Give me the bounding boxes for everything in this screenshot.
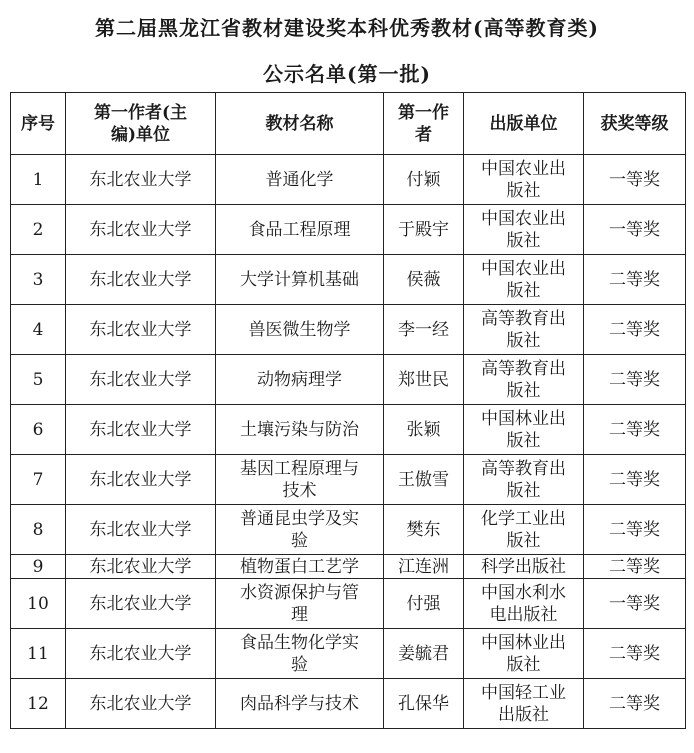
table-row [11, 305, 686, 355]
table-row [11, 155, 686, 205]
row-publisher: 高等教育出版社 [464, 455, 584, 505]
row-author: 郑世民 [384, 355, 464, 405]
row-no: 5 [11, 355, 66, 405]
row-author: 姜毓君 [384, 629, 464, 679]
row-author: 侯薇 [384, 255, 464, 305]
table-row [11, 355, 686, 405]
row-no: 4 [11, 305, 66, 355]
row-author: 李一经 [384, 305, 464, 355]
row-level: 二等奖 [584, 679, 686, 729]
header-level: 获奖等级 [584, 93, 686, 155]
row-level: 一等奖 [584, 579, 686, 629]
row-level: 二等奖 [584, 405, 686, 455]
row-publisher: 中国轻工业出版社 [464, 679, 584, 729]
row-author: 付强 [384, 579, 464, 629]
row-author: 付颖 [384, 155, 464, 205]
header-unit: 第一作者(主编)单位 [66, 93, 216, 155]
table-row [11, 205, 686, 255]
table-row [11, 455, 686, 505]
row-book-name: 兽医微生物学 [216, 305, 384, 355]
row-unit: 东北农业大学 [66, 405, 216, 455]
row-level: 二等奖 [584, 629, 686, 679]
row-book-name: 动物病理学 [216, 355, 384, 405]
row-book-name: 土壤污染与防治 [216, 405, 384, 455]
row-unit: 东北农业大学 [66, 629, 216, 679]
header-no: 序号 [11, 93, 66, 155]
row-level: 一等奖 [584, 205, 686, 255]
header-name: 教材名称 [216, 93, 384, 155]
table-row [11, 629, 686, 679]
row-publisher: 化学工业出版社 [464, 505, 584, 555]
row-unit: 东北农业大学 [66, 355, 216, 405]
row-book-name: 食品工程原理 [216, 205, 384, 255]
table-row [11, 505, 686, 555]
row-book-name: 肉品科学与技术 [216, 679, 384, 729]
row-unit: 东北农业大学 [66, 505, 216, 555]
row-publisher: 科学出版社 [464, 555, 584, 579]
row-unit: 东北农业大学 [66, 679, 216, 729]
row-author: 樊东 [384, 505, 464, 555]
row-level: 二等奖 [584, 555, 686, 579]
row-publisher: 中国水利水电出版社 [464, 579, 584, 629]
row-no: 8 [11, 505, 66, 555]
table-row [11, 555, 686, 579]
row-level: 一等奖 [584, 155, 686, 205]
row-no: 11 [11, 629, 66, 679]
row-no: 12 [11, 679, 66, 729]
row-book-name: 水资源保护与管理 [216, 579, 384, 629]
table-row [11, 405, 686, 455]
row-unit: 东北农业大学 [66, 579, 216, 629]
row-level: 二等奖 [584, 305, 686, 355]
row-no: 7 [11, 455, 66, 505]
row-level: 二等奖 [584, 455, 686, 505]
row-publisher: 高等教育出版社 [464, 305, 584, 355]
row-book-name: 大学计算机基础 [216, 255, 384, 305]
award-list-table [10, 92, 686, 729]
row-no: 3 [11, 255, 66, 305]
row-level: 二等奖 [584, 505, 686, 555]
document-subtitle: 公示名单(第一批) [263, 62, 431, 86]
row-publisher: 中国农业出版社 [464, 155, 584, 205]
header-publisher: 出版单位 [464, 93, 584, 155]
row-publisher: 高等教育出版社 [464, 355, 584, 405]
row-book-name: 基因工程原理与技术 [216, 455, 384, 505]
row-unit: 东北农业大学 [66, 455, 216, 505]
row-level: 二等奖 [584, 255, 686, 305]
table-header-row [11, 93, 686, 155]
row-publisher: 中国林业出版社 [464, 629, 584, 679]
row-author: 张颖 [384, 405, 464, 455]
row-no: 9 [11, 555, 66, 579]
row-no: 1 [11, 155, 66, 205]
row-level: 二等奖 [584, 355, 686, 405]
row-book-name: 植物蛋白工艺学 [216, 555, 384, 579]
row-author: 于殿宇 [384, 205, 464, 255]
row-author: 江连洲 [384, 555, 464, 579]
row-book-name: 食品生物化学实验 [216, 629, 384, 679]
table-row [11, 255, 686, 305]
row-book-name: 普通化学 [216, 155, 384, 205]
row-publisher: 中国农业出版社 [464, 255, 584, 305]
row-no: 10 [11, 579, 66, 629]
row-author: 孔保华 [384, 679, 464, 729]
row-author: 王傲雪 [384, 455, 464, 505]
document-title: 第二届黑龙江省教材建设奖本科优秀教材(高等教育类) [95, 16, 599, 40]
row-no: 2 [11, 205, 66, 255]
row-book-name: 普通昆虫学及实验 [216, 505, 384, 555]
row-unit: 东北农业大学 [66, 205, 216, 255]
row-unit: 东北农业大学 [66, 155, 216, 205]
row-no: 6 [11, 405, 66, 455]
row-unit: 东北农业大学 [66, 305, 216, 355]
row-publisher: 中国林业出版社 [464, 405, 584, 455]
table-row [11, 679, 686, 729]
row-unit: 东北农业大学 [66, 555, 216, 579]
table-row [11, 579, 686, 629]
header-author: 第一作者 [384, 93, 464, 155]
row-unit: 东北农业大学 [66, 255, 216, 305]
row-publisher: 中国农业出版社 [464, 205, 584, 255]
